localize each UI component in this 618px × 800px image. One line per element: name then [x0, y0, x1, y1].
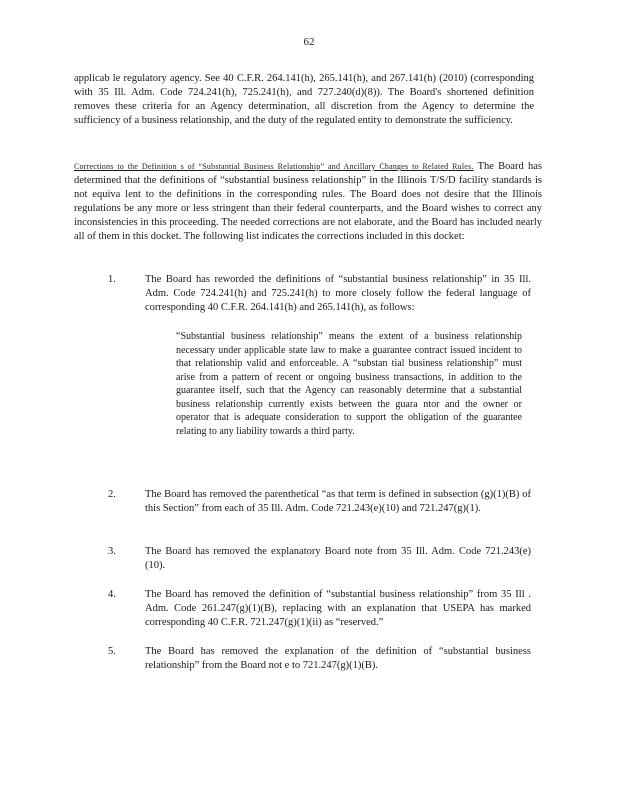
list-item-text: The Board has removed the explanatory Board note from 35 Ill. Adm. Code 721.243(e)(10). — [145, 546, 531, 571]
corrections-section — [74, 160, 542, 244]
list-item-number: 5. — [108, 646, 116, 657]
page-number: 62 — [303, 36, 315, 48]
section-heading: Corrections to the Definition s of “Substantial Business Relationship” and Ancillary Changes to Related Rules. — [74, 162, 474, 171]
list-item-number: 4. — [108, 589, 116, 600]
paragraph-continuation: applicab le regulatory agency. See 40 C.F.R. 264.141(h), 265.141(h), and 267.141(h) (2010) (corresponding with 35 Ill. Adm. Code 724.241(h), 725.241(h), and 727.240(d)(8)). The Board's shortened definition removes these criteria for an Agency determination, all discretion from the Agency to determine the sufficiency of a business relationship, and the duty of the regulated entity to demonstrate the sufficiency. — [74, 73, 534, 126]
definition-quote: “Substantial business relationship” means the extent of a business relationship necessary under applicable state law to make a guarantee contract issued incident to that relationship valid and enforceable. A “substan tial business relationship” must arise from a pattern of recent or ongoing business transactions, in addition to the guarantee itself, such that the Agency can reasonably determine that a substantial business relationship currently exists between the guara ntor and the owner or operator that is adequate consideration to support the obligation of the guarantee relating to any liability towards a third party. — [176, 331, 522, 437]
list-item-number: 3. — [108, 546, 116, 557]
list-item-text: The Board has removed the parenthetical “as that term is defined in subsection (g)(1)(B) of this Section” from each of 35 Ill. Adm. Code 721.243(e)(10) and 721.247(g)(1). — [145, 489, 531, 514]
list-item-number: 1. — [108, 274, 116, 285]
list-item-number: 2. — [108, 489, 116, 500]
corrections-paragraph: The Board has determined that the definitions of “substantial business relationship” in the Illinois T/S/D facility standards is not equiva lent to the definitions in the corresponding rules. The Board does not desire that the Illinois regulations be any more or less stringent than their federal counterparts, and the Board wishes to correct any inconsistencies in this proceeding. The needed corrections are not elaborate, and the Board has included nearly all of them in this docket. The following list indicates the corrections included in this docket: — [74, 161, 543, 242]
list-item-text: The Board has removed the definition of “substantial business relationship” from 35 Ill . Adm. Code 261.247(g)(1)(B), replacing with an explanation that USEPA has marked corresponding 40 C.F.R. 721.247(g)(1)(ii) as “reserved.” — [145, 589, 531, 628]
list-item-text: The Board has reworded the definitions of “substantial business relationship” in 35 Ill. Adm. Code 724.241(h) and 725.241(h) to more closely follow the federal language of corresponding 40 C.F.R. 264.141(h) and 265.141(h), as follows: — [145, 274, 531, 313]
list-item-text: The Board has removed the explanation of the definition of “substantial business relationship” from the Board not e to 721.247(g)(1)(B). — [145, 646, 531, 671]
